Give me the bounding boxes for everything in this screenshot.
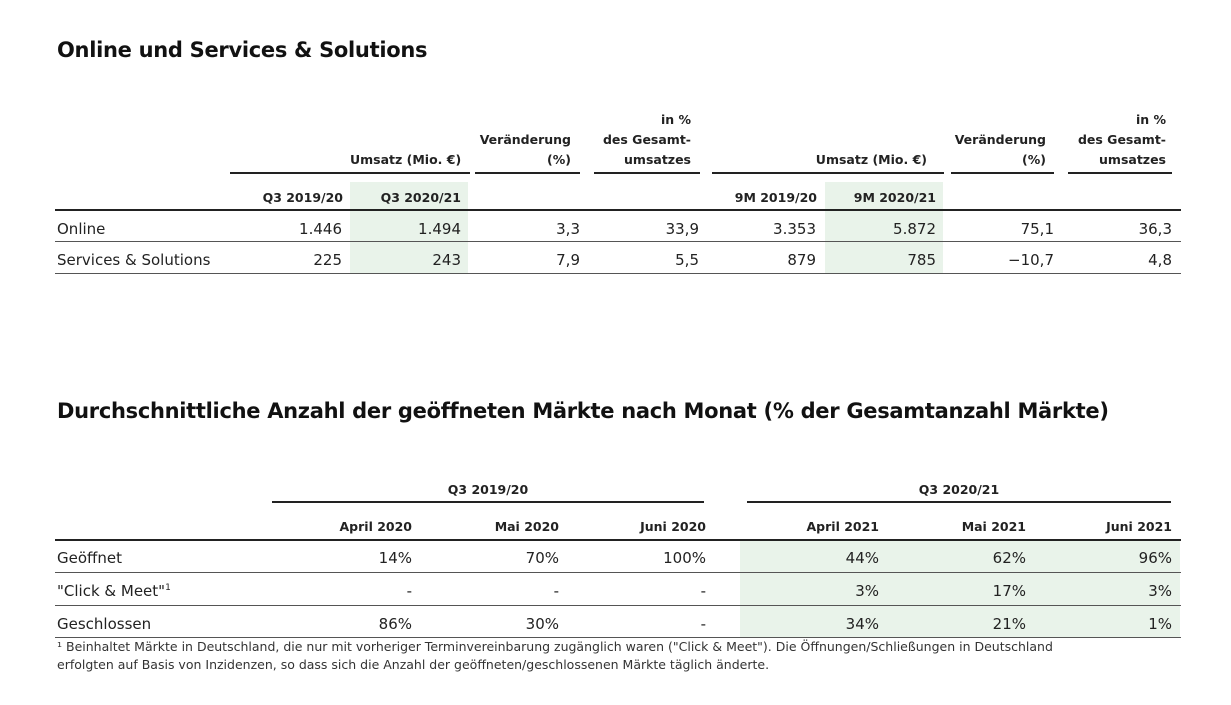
header-anteil-left-3: umsatzes <box>624 152 691 167</box>
cell-geschlossen-jun-2020: - <box>700 615 706 633</box>
cell-geoeffnet-jun-2021: 96% <box>1138 549 1172 567</box>
cell-click-meet-apr-2020: - <box>406 582 412 600</box>
header-anteil-right-2: des Gesamt- <box>1077 132 1166 147</box>
cell-geoeffnet-mai-2021: 62% <box>992 549 1026 567</box>
cell-click-meet-jun-2021: 3% <box>1148 582 1172 600</box>
table2-row-rule-1 <box>55 572 1181 573</box>
cell-geschlossen-mai-2020: 30% <box>525 615 559 633</box>
cell-online-veraenderung-9m: 75,1 <box>1020 220 1054 238</box>
header-umsatz-left: Umsatz (Mio. €) <box>350 152 462 167</box>
cell-online-9m-2021: 5.872 <box>893 220 936 238</box>
header-veraenderung-right-1: Veränderung <box>954 132 1046 147</box>
cell-geschlossen-jun-2021: 1% <box>1148 615 1172 633</box>
month-juni-2020: Juni 2020 <box>640 519 706 534</box>
month-mai-2020: Mai 2020 <box>494 519 559 534</box>
cell-services-q3-2021: 243 <box>432 251 461 269</box>
footnote-marker: ¹ <box>57 639 63 654</box>
row-label-click-meet <box>57 576 171 606</box>
cell-click-meet-apr-2021: 3% <box>855 582 879 600</box>
row-label-click-meet-text: "Click & Meet" <box>57 582 166 600</box>
period-9m-2020-21: 9M 2020/21 <box>853 190 936 205</box>
cell-services-q3-1920: 225 <box>313 251 342 269</box>
cell-services-veraenderung-q3: 7,9 <box>556 251 580 269</box>
group-rule-left <box>272 501 704 503</box>
table2-row-rule-2 <box>55 605 1181 606</box>
cell-online-q3-1920: 1.446 <box>299 220 342 238</box>
month-april-2021: April 2021 <box>806 519 879 534</box>
row-label-geoeffnet: Geöffnet <box>57 549 122 567</box>
period-9m-2019-20: 9M 2019/20 <box>734 190 817 205</box>
cell-online-anteil-q3: 33,9 <box>665 220 699 238</box>
month-april-2020: April 2020 <box>339 519 412 534</box>
group-header-q3-2019-20: Q3 2019/20 <box>447 482 529 497</box>
cell-geoeffnet-mai-2020: 70% <box>525 549 559 567</box>
table1-body-top-rule <box>55 209 1181 211</box>
month-juni-2021: Juni 2021 <box>1106 519 1172 534</box>
header-anteil-left-1: in % <box>660 112 691 127</box>
group-rule-right <box>747 501 1171 503</box>
period-q3-2020-21: Q3 2020/21 <box>380 190 461 205</box>
header-veraenderung-right-2: (%) <box>1022 152 1046 167</box>
cell-online-anteil-9m: 36,3 <box>1138 220 1172 238</box>
header-rule-anteil-left <box>594 172 700 174</box>
cell-services-anteil-9m: 4,8 <box>1148 251 1172 269</box>
cell-online-9m-1920: 3.353 <box>773 220 816 238</box>
cell-click-meet-mai-2020: - <box>553 582 559 600</box>
cell-click-meet-mai-2021: 17% <box>992 582 1026 600</box>
header-rule-umsatz-right <box>712 172 944 174</box>
header-anteil-left-2: des Gesamt- <box>602 132 691 147</box>
cell-services-anteil-q3: 5,5 <box>675 251 699 269</box>
cell-services-veraenderung-9m: −10,7 <box>1008 251 1054 269</box>
header-anteil-right-3: umsatzes <box>1099 152 1166 167</box>
footnote-text-1: Beinhaltet Märkte in Deutschland, die nur mit vorheriger Terminvereinbarung zugänglich waren ("Click & Meet"). Die Öffnungen/Schließungen in Deutschland <box>66 639 1053 654</box>
header-rule-umsatz-left <box>230 172 470 174</box>
table1-row-rule-1 <box>55 241 1181 242</box>
header-anteil-right-1: in % <box>1135 112 1166 127</box>
row-label-online: Online <box>57 220 106 238</box>
cell-services-9m-2021: 785 <box>907 251 936 269</box>
header-veraenderung-left-2: (%) <box>547 152 571 167</box>
header-rule-anteil-right <box>1068 172 1172 174</box>
cell-geschlossen-mai-2021: 21% <box>992 615 1026 633</box>
table2-body-top-rule <box>55 539 1181 541</box>
cell-click-meet-jun-2020: - <box>700 582 706 600</box>
cell-online-q3-2021: 1.494 <box>418 220 461 238</box>
header-rule-veraenderung-left <box>475 172 580 174</box>
period-q3-2019-20: Q3 2019/20 <box>262 190 343 205</box>
header-rule-veraenderung-right <box>951 172 1054 174</box>
cell-geschlossen-apr-2021: 34% <box>845 615 879 633</box>
row-label-services-solutions: Services & Solutions <box>57 251 211 269</box>
cell-geoeffnet-apr-2020: 14% <box>378 549 412 567</box>
header-veraenderung-left-1: Veränderung <box>479 132 571 147</box>
footnote-line-2: erfolgten auf Basis von Inzidenzen, so dass sich die Anzahl der geöffneten/geschlossenen Märkte täglich änderte. <box>57 657 770 672</box>
row-label-geschlossen: Geschlossen <box>57 615 152 633</box>
table1-row-rule-2 <box>55 273 1181 274</box>
cell-geschlossen-apr-2020: 86% <box>378 615 412 633</box>
month-mai-2021: Mai 2021 <box>961 519 1026 534</box>
group-header-q3-2020-21: Q3 2020/21 <box>918 482 1000 497</box>
cell-geoeffnet-jun-2020: 100% <box>663 549 706 567</box>
cell-services-9m-1920: 879 <box>787 251 816 269</box>
table1-title: Online und Services & Solutions <box>57 38 428 62</box>
header-umsatz-right: Umsatz (Mio. €) <box>815 152 927 167</box>
cell-online-veraenderung-q3: 3,3 <box>556 220 580 238</box>
cell-geoeffnet-apr-2021: 44% <box>845 549 879 567</box>
footnote-line-1 <box>57 638 1053 656</box>
table2-title: Durchschnittliche Anzahl der geöffneten Märkte nach Monat (% der Gesamtanzahl Märkte) <box>57 399 1109 423</box>
footnote-ref-1: 1 <box>165 583 171 593</box>
